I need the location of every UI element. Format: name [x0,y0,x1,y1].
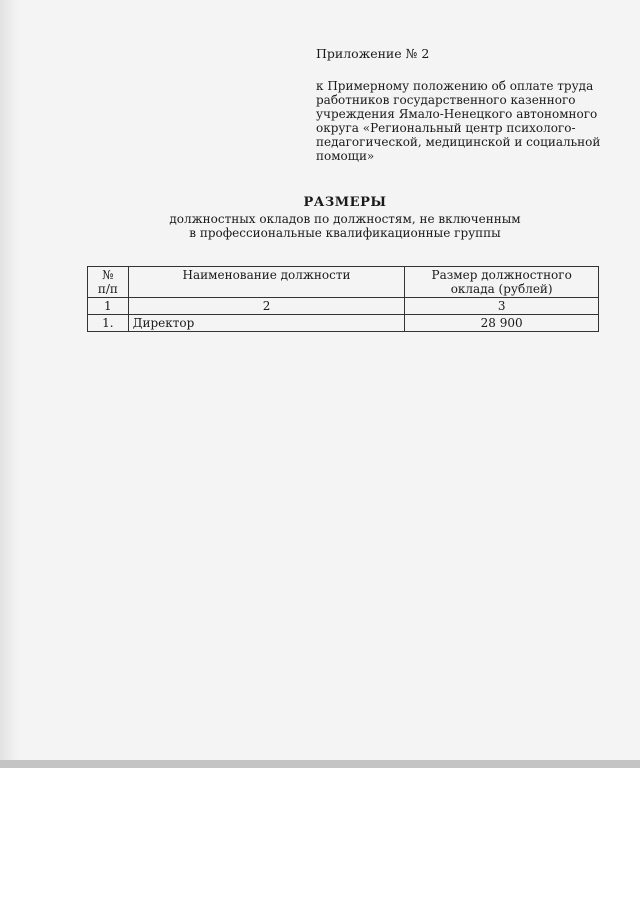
column-number-3: 3 [405,298,599,315]
table-row [88,315,599,332]
document-heading [100,195,590,240]
column-number-2: 2 [128,298,405,315]
column-number-1: 1 [88,298,129,315]
row-position-name: Директор [128,315,405,332]
row-num: 1. [88,315,129,332]
appendix-text: к Примерному положению об оплате труда работников государственного казенного учреждения Ямало-Ненецкого автономного округа «Региональный центр психолого- педагогической, медицинской и социальной помощи» [316,79,601,163]
appendix-block [316,47,606,163]
table-header-row [88,267,599,298]
salary-table [87,266,599,332]
header-num: № п/п [88,267,129,298]
page-edge-shadow [0,0,18,760]
heading-main: РАЗМЕРЫ [303,195,387,210]
heading-subtitle: должностных окладов по должностям, не включенным в профессиональные квалификационные группы [169,212,521,240]
header-position-name: Наименование должности [128,267,405,298]
header-salary: Размер должностного оклада (рублей) [405,267,599,298]
row-salary: 28 900 [405,315,599,332]
column-number-row [88,298,599,315]
appendix-title: Приложение № 2 [316,46,430,61]
